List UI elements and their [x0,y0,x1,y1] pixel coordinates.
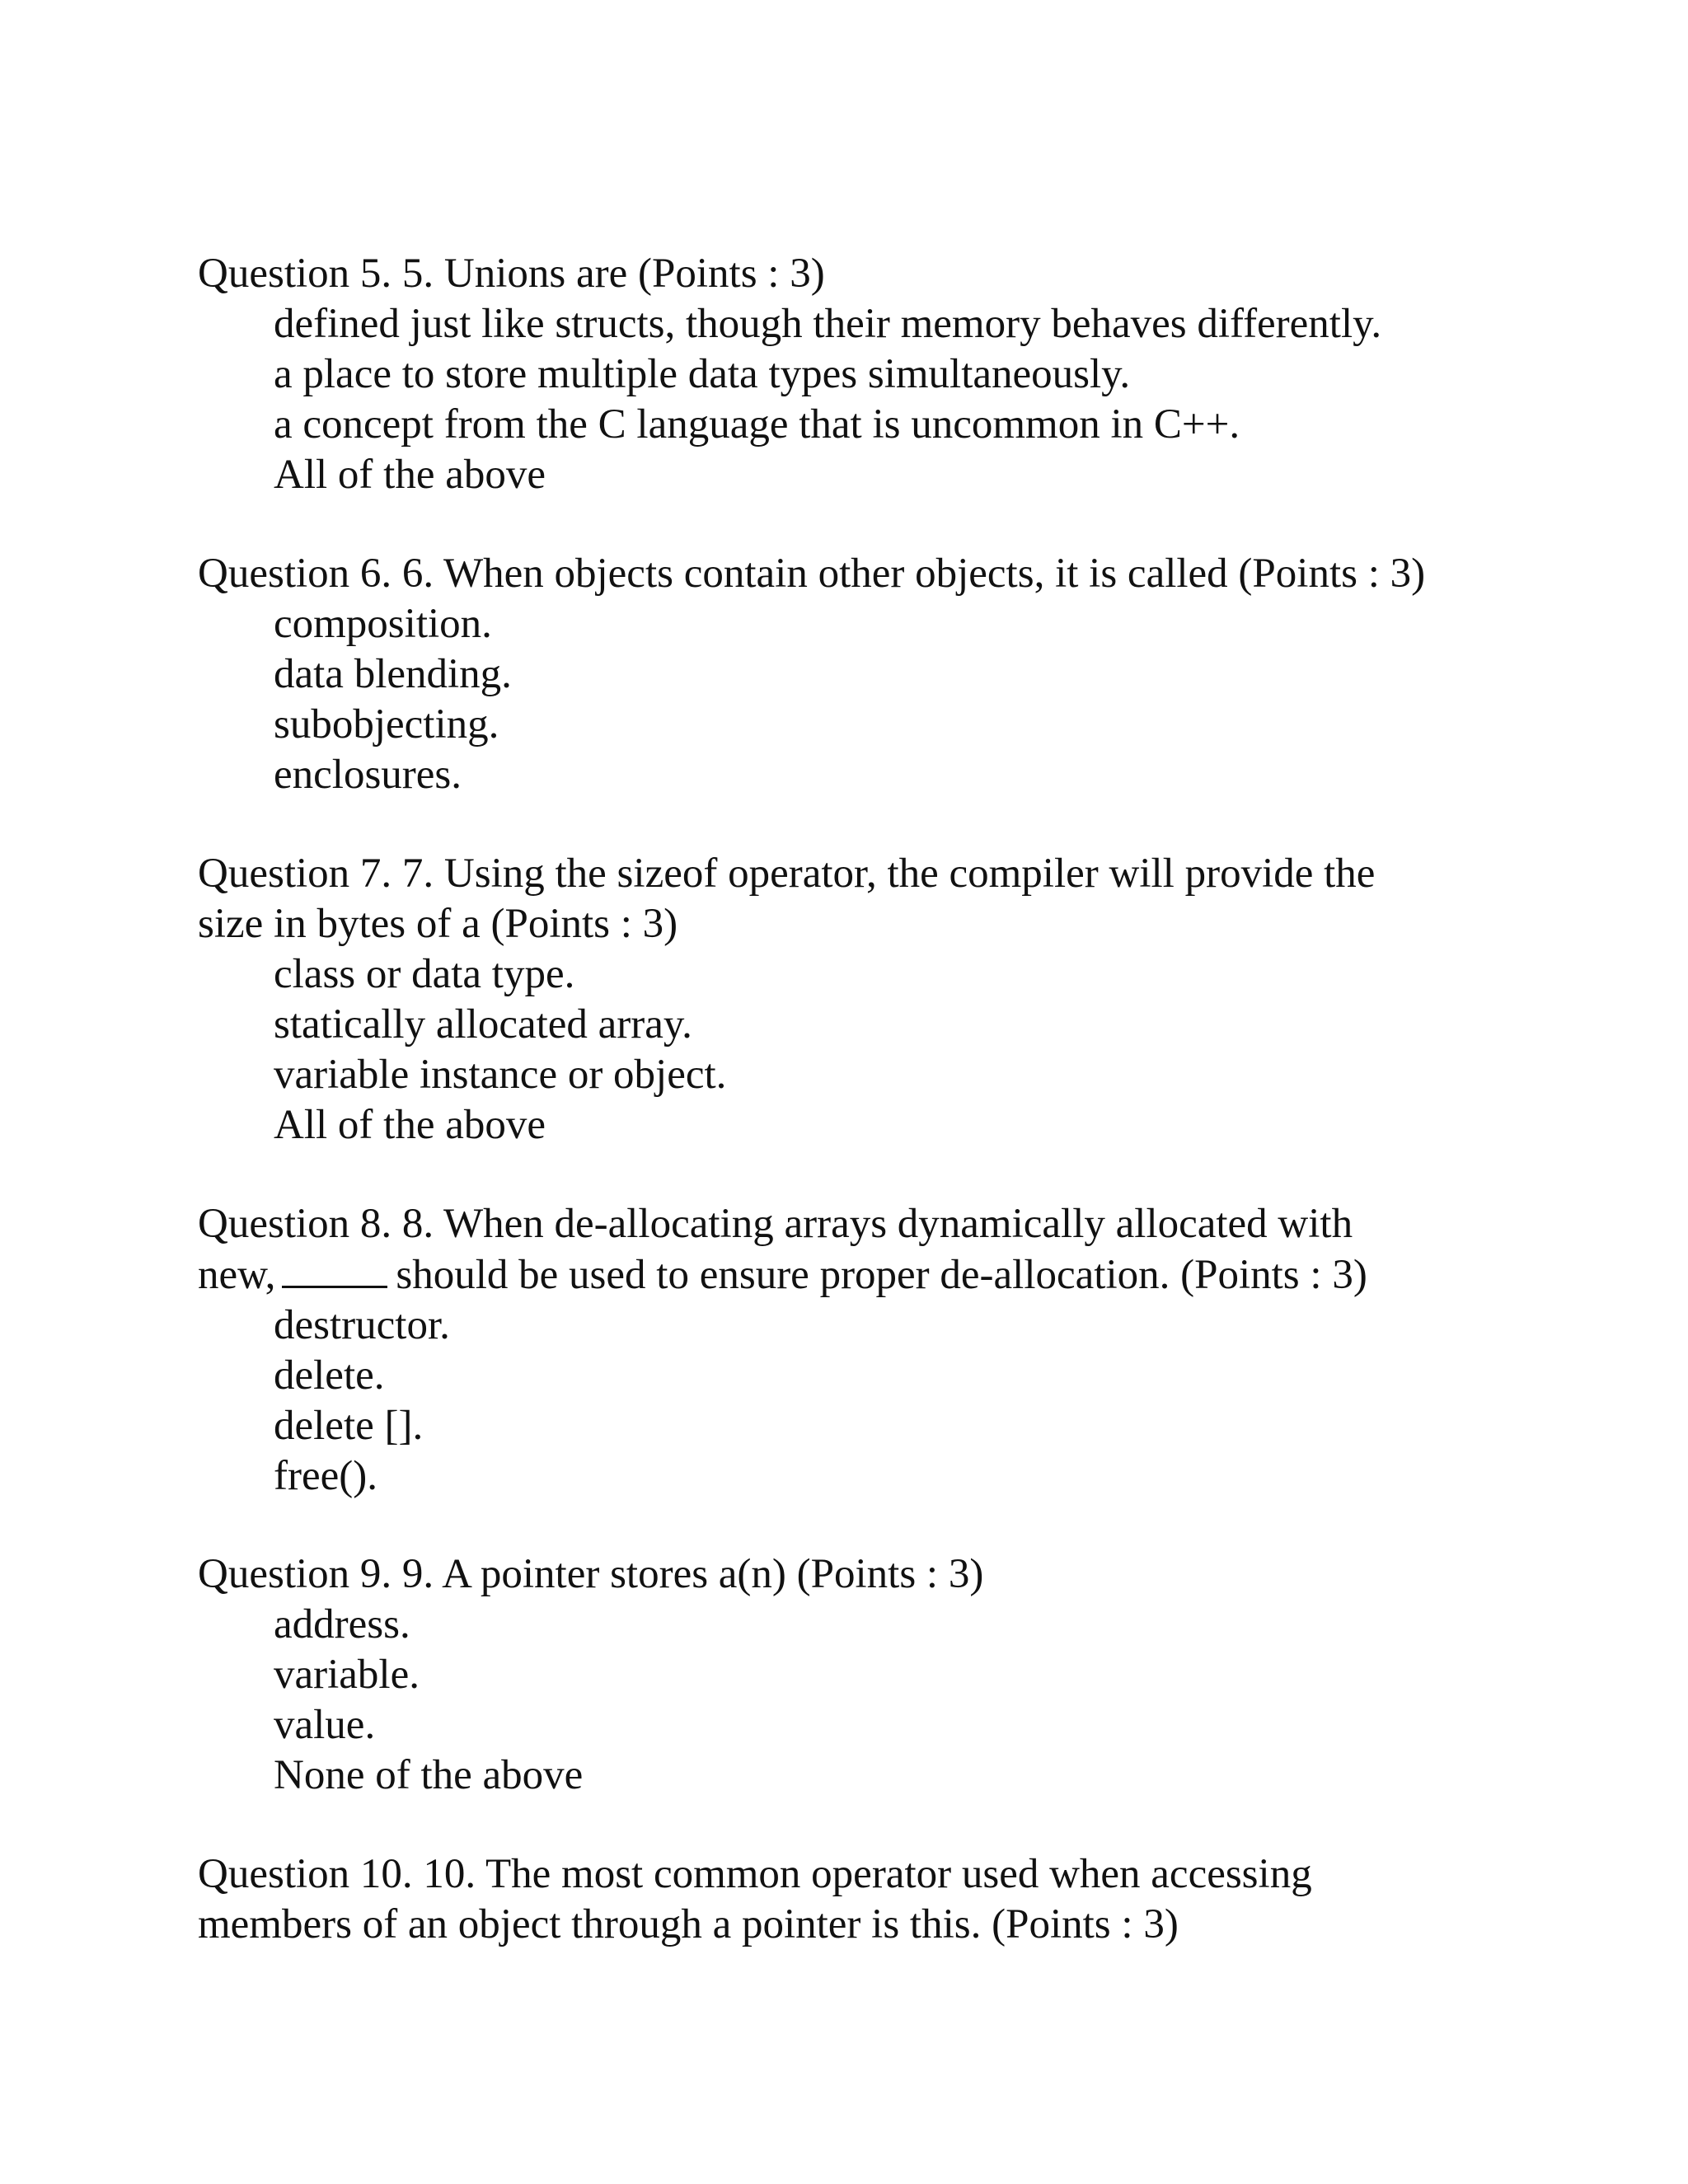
prompt-text-after-blank: should be used to ensure proper de-allocation. (Points : 3) [396,1252,1367,1298]
question-prompt-line: Question 7. 7. Using the sizeof operator, the compiler will provide the [198,851,1376,897]
answer-option: free(). [274,1453,377,1499]
question-prompt-line: size in bytes of a (Points : 3) [198,901,678,947]
question-8 [198,1199,1533,1502]
answer-option: delete []. [274,1403,424,1449]
answer-options [198,1301,1533,1502]
question-prompt-line: Question 9. 9. A pointer stores a(n) (Points : 3) [198,1551,984,1597]
answer-option: subobjecting. [274,701,499,748]
question-prompt [198,1849,1533,1950]
question-prompt [198,1549,1533,1600]
question-prompt-line-with-blank [198,1249,1533,1301]
question-7 [198,849,1533,1151]
answer-option: delete. [274,1352,385,1399]
question-prompt [198,1199,1533,1301]
question-prompt [198,549,1533,599]
answer-options [198,949,1533,1151]
prompt-text-before-blank: new, [198,1252,276,1298]
question-prompt-line: Question 6. 6. When objects contain other objects, it is called (Points : 3) [198,551,1426,597]
answer-options [198,1600,1533,1801]
question-prompt-line: Question 5. 5. Unions are (Points : 3) [198,251,825,297]
answer-option: statically allocated array. [274,1001,692,1047]
answer-option: address. [274,1601,410,1647]
question-prompt-line: Question 8. 8. When de-allocating arrays dynamically allocated with [198,1201,1353,1247]
question-prompt-line: Question 10. 10. The most common operator used when accessing [198,1851,1312,1897]
answer-option: destructor. [274,1302,450,1348]
question-10 [198,1849,1533,1950]
question-5 [198,249,1533,500]
answer-option: defined just like structs, though their memory behaves differently. [274,301,1382,347]
answer-option: class or data type. [274,951,575,997]
answer-option: None of the above [274,1752,584,1798]
question-6 [198,549,1533,800]
answer-option: enclosures. [274,752,462,798]
answer-option: All of the above [274,1102,546,1148]
answer-options [198,299,1533,500]
question-prompt [198,249,1533,299]
question-prompt-line: members of an object through a pointer is this. (Points : 3) [198,1901,1179,1947]
answer-option: composition. [274,601,492,647]
answer-option: variable. [274,1652,420,1698]
answer-option: variable instance or object. [274,1052,727,1098]
question-prompt [198,849,1533,949]
fill-in-blank [282,1249,387,1288]
answer-option: data blending. [274,651,512,697]
answer-options [198,599,1533,800]
answer-option: value. [274,1702,376,1748]
answer-option: a concept from the C language that is uncommon in C++. [274,401,1240,448]
question-9 [198,1549,1533,1801]
answer-option: All of the above [274,452,546,498]
answer-option: a place to store multiple data types simultaneously. [274,351,1131,397]
